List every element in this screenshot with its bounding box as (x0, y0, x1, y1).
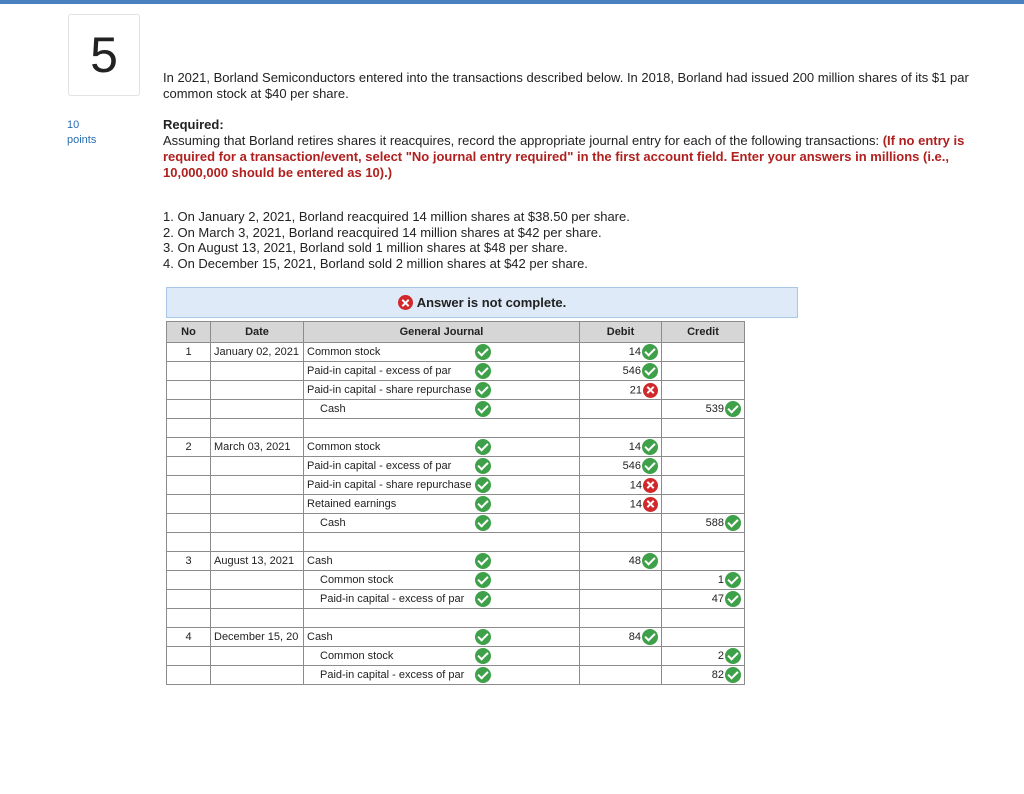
entry-number-cell: 2 (167, 438, 211, 457)
debit-cell-value: 48 (628, 555, 641, 567)
header-credit: Credit (662, 322, 745, 343)
check-icon (475, 553, 491, 569)
credit-cell-value: 47 (711, 593, 724, 605)
credit-cell[interactable] (662, 552, 745, 571)
blank-cell (211, 533, 304, 552)
check-icon (475, 458, 491, 474)
credit-cell[interactable] (662, 571, 745, 590)
journal-row (167, 514, 745, 533)
account-cell[interactable] (304, 590, 580, 609)
entry-date-cell[interactable]: January 02, 2021 (211, 343, 304, 362)
check-icon (725, 515, 741, 531)
entry-date-cell[interactable] (211, 647, 304, 666)
debit-cell-value: 546 (622, 365, 641, 377)
entry-number-cell (167, 476, 211, 495)
entry-number-cell (167, 666, 211, 685)
account-cell[interactable] (304, 647, 580, 666)
x-icon (643, 497, 658, 512)
account-cell[interactable] (304, 381, 580, 400)
header-date: Date (211, 322, 304, 343)
check-icon (725, 667, 741, 683)
account-name: Common stock (320, 650, 394, 662)
journal-row (167, 571, 745, 590)
account-name: Common stock (320, 574, 394, 586)
credit-cell-value: 1 (717, 574, 724, 586)
check-icon (642, 344, 658, 360)
account-cell[interactable] (304, 514, 580, 533)
debit-cell[interactable] (580, 362, 662, 381)
entry-number-cell (167, 381, 211, 400)
check-icon (725, 591, 741, 607)
journal-header-row (167, 322, 745, 343)
blank-row (167, 609, 745, 628)
account-name: Paid-in capital - share repurchase (307, 479, 472, 491)
entry-number-cell (167, 647, 211, 666)
check-icon (475, 667, 491, 683)
header-account: General Journal (304, 322, 580, 343)
required-title: Required: (163, 117, 224, 132)
answer-status-banner (166, 287, 798, 318)
question-intro: In 2021, Borland Semiconductors entered into the transactions described below. In 2018, Borland had issued 200 million shares of its $1 par common stock at $40 per share. (163, 70, 969, 101)
account-cell[interactable] (304, 666, 580, 685)
points-value: 10 (67, 119, 80, 131)
entry-date-cell[interactable]: August 13, 2021 (211, 552, 304, 571)
required-body: Assuming that Borland retires shares it reacquires, record the appropriate journal entry for each of the following transactions: (163, 133, 883, 148)
account-name: Cash (320, 517, 346, 529)
entry-date-cell[interactable]: December 15, 20 (211, 628, 304, 647)
credit-cell[interactable] (662, 476, 745, 495)
entry-number-cell (167, 495, 211, 514)
debit-cell[interactable] (580, 666, 662, 685)
check-icon (475, 477, 491, 493)
debit-cell[interactable] (580, 495, 662, 514)
debit-cell-value: 84 (628, 631, 641, 643)
entry-date-cell[interactable] (211, 476, 304, 495)
account-name: Cash (307, 555, 333, 567)
check-icon (642, 439, 658, 455)
account-name: Paid-in capital - excess of par (307, 365, 452, 377)
check-icon (725, 572, 741, 588)
transaction-item: 1. On January 2, 2021, Borland reacquired 14 million shares at $38.50 per share. (163, 209, 630, 224)
debit-cell[interactable] (580, 381, 662, 400)
entry-number-cell: 3 (167, 552, 211, 571)
debit-cell[interactable] (580, 628, 662, 647)
blank-cell (580, 533, 662, 552)
entry-number-cell: 4 (167, 628, 211, 647)
answer-status-text: Answer is not complete. (416, 295, 567, 310)
blank-cell (662, 419, 745, 438)
journal-row (167, 438, 745, 457)
journal-row (167, 495, 745, 514)
entry-number-cell: 1 (167, 343, 211, 362)
credit-cell-value: 82 (711, 669, 724, 681)
credit-cell[interactable] (662, 438, 745, 457)
account-cell[interactable] (304, 362, 580, 381)
check-icon (475, 629, 491, 645)
blank-cell (211, 419, 304, 438)
debit-cell[interactable] (580, 552, 662, 571)
debit-cell[interactable] (580, 571, 662, 590)
debit-cell[interactable] (580, 476, 662, 495)
entry-number-cell (167, 590, 211, 609)
credit-cell[interactable] (662, 666, 745, 685)
journal-row (167, 590, 745, 609)
debit-cell-value: 14 (629, 479, 642, 491)
journal-row (167, 666, 745, 685)
required-text (163, 133, 993, 181)
transaction-list (163, 209, 630, 271)
x-icon (643, 383, 658, 398)
check-icon (475, 439, 491, 455)
entry-date-cell[interactable] (211, 457, 304, 476)
debit-cell[interactable] (580, 457, 662, 476)
debit-cell-value: 14 (628, 346, 641, 358)
points-block (67, 118, 96, 148)
blank-cell (580, 609, 662, 628)
entry-date-cell[interactable] (211, 495, 304, 514)
check-icon (475, 515, 491, 531)
account-name: Paid-in capital - excess of par (320, 669, 465, 681)
entry-number-cell (167, 400, 211, 419)
blank-cell (167, 609, 211, 628)
entry-date-cell[interactable] (211, 666, 304, 685)
points-label: points (67, 134, 97, 146)
blank-cell (662, 609, 745, 628)
check-icon (475, 401, 491, 417)
debit-cell-value: 14 (629, 498, 642, 510)
credit-cell[interactable] (662, 590, 745, 609)
account-cell[interactable] (304, 400, 580, 419)
credit-cell[interactable] (662, 628, 745, 647)
check-icon (642, 363, 658, 379)
entry-date-cell[interactable] (211, 571, 304, 590)
transaction-item: 4. On December 15, 2021, Borland sold 2 million shares at $42 per share. (163, 255, 588, 271)
account-cell[interactable] (304, 495, 580, 514)
account-cell[interactable] (304, 457, 580, 476)
account-name: Common stock (307, 441, 381, 453)
credit-cell[interactable] (662, 514, 745, 533)
blank-cell (304, 533, 580, 552)
credit-cell-value: 2 (717, 650, 724, 662)
check-icon (642, 458, 658, 474)
credit-cell-value: 588 (705, 517, 724, 529)
check-icon (475, 591, 491, 607)
check-icon (642, 629, 658, 645)
account-name: Paid-in capital - excess of par (307, 460, 452, 472)
journal-table (166, 321, 745, 685)
blank-row (167, 533, 745, 552)
check-icon (725, 648, 741, 664)
credit-cell[interactable] (662, 362, 745, 381)
debit-cell-value: 14 (628, 441, 641, 453)
debit-cell[interactable] (580, 590, 662, 609)
entry-number-cell (167, 571, 211, 590)
journal-row (167, 457, 745, 476)
entry-date-cell[interactable]: March 03, 2021 (211, 438, 304, 457)
check-icon (725, 401, 741, 417)
question-number: 5 (90, 27, 118, 83)
journal-row (167, 362, 745, 381)
debit-cell[interactable] (580, 514, 662, 533)
account-name: Retained earnings (307, 498, 397, 510)
account-name: Cash (320, 403, 346, 415)
account-name: Paid-in capital - share repurchase (307, 384, 472, 396)
entry-number-cell (167, 514, 211, 533)
debit-cell[interactable] (580, 438, 662, 457)
blank-cell (580, 419, 662, 438)
debit-cell[interactable] (580, 647, 662, 666)
check-icon (475, 382, 491, 398)
blank-cell (304, 609, 580, 628)
account-name: Cash (307, 631, 333, 643)
debit-cell-value: 21 (629, 384, 642, 396)
journal-row (167, 647, 745, 666)
journal-row (167, 476, 745, 495)
header-no: No (167, 322, 211, 343)
journal-row (167, 343, 745, 362)
account-cell[interactable] (304, 438, 580, 457)
check-icon (475, 496, 491, 512)
transaction-item: 2. On March 3, 2021, Borland reacquired 14 million shares at $42 per share. (163, 224, 602, 240)
credit-cell[interactable] (662, 381, 745, 400)
account-cell[interactable] (304, 343, 580, 362)
account-cell[interactable] (304, 476, 580, 495)
blank-row (167, 419, 745, 438)
entry-date-cell[interactable] (211, 362, 304, 381)
credit-cell[interactable] (662, 647, 745, 666)
x-icon (643, 478, 658, 493)
entry-date-cell[interactable] (211, 381, 304, 400)
check-icon (475, 648, 491, 664)
top-accent-bar (0, 0, 1024, 4)
credit-cell-value: 539 (705, 403, 724, 415)
check-icon (475, 572, 491, 588)
header-debit: Debit (580, 322, 662, 343)
journal-row (167, 628, 745, 647)
account-cell[interactable] (304, 628, 580, 647)
entry-date-cell[interactable] (211, 514, 304, 533)
debit-cell[interactable] (580, 343, 662, 362)
entry-number-cell (167, 457, 211, 476)
account-name: Common stock (307, 346, 381, 358)
entry-number-cell (167, 362, 211, 381)
debit-cell-value: 546 (622, 460, 641, 472)
credit-cell[interactable] (662, 400, 745, 419)
blank-cell (167, 419, 211, 438)
x-icon (398, 295, 413, 310)
journal-row (167, 400, 745, 419)
blank-cell (167, 533, 211, 552)
account-cell[interactable] (304, 571, 580, 590)
account-cell[interactable] (304, 552, 580, 571)
required-instruction: (If no entry is required for a transaction/event, select "No journal entry required" in the first account field. Enter your answers in millions (i.e., 10,000,000 should be entered as 10).) (163, 133, 965, 180)
blank-cell (211, 609, 304, 628)
entry-date-cell[interactable] (211, 590, 304, 609)
account-name: Paid-in capital - excess of par (320, 593, 465, 605)
check-icon (475, 344, 491, 360)
credit-cell[interactable] (662, 457, 745, 476)
journal-row (167, 381, 745, 400)
blank-cell (662, 533, 745, 552)
question-number-box (68, 14, 140, 96)
check-icon (642, 553, 658, 569)
entry-date-cell[interactable] (211, 400, 304, 419)
blank-cell (304, 419, 580, 438)
check-icon (475, 363, 491, 379)
credit-cell[interactable] (662, 495, 745, 514)
debit-cell[interactable] (580, 400, 662, 419)
credit-cell[interactable] (662, 343, 745, 362)
journal-row (167, 552, 745, 571)
transaction-item: 3. On August 13, 2021, Borland sold 1 million shares at $48 per share. (163, 240, 568, 255)
